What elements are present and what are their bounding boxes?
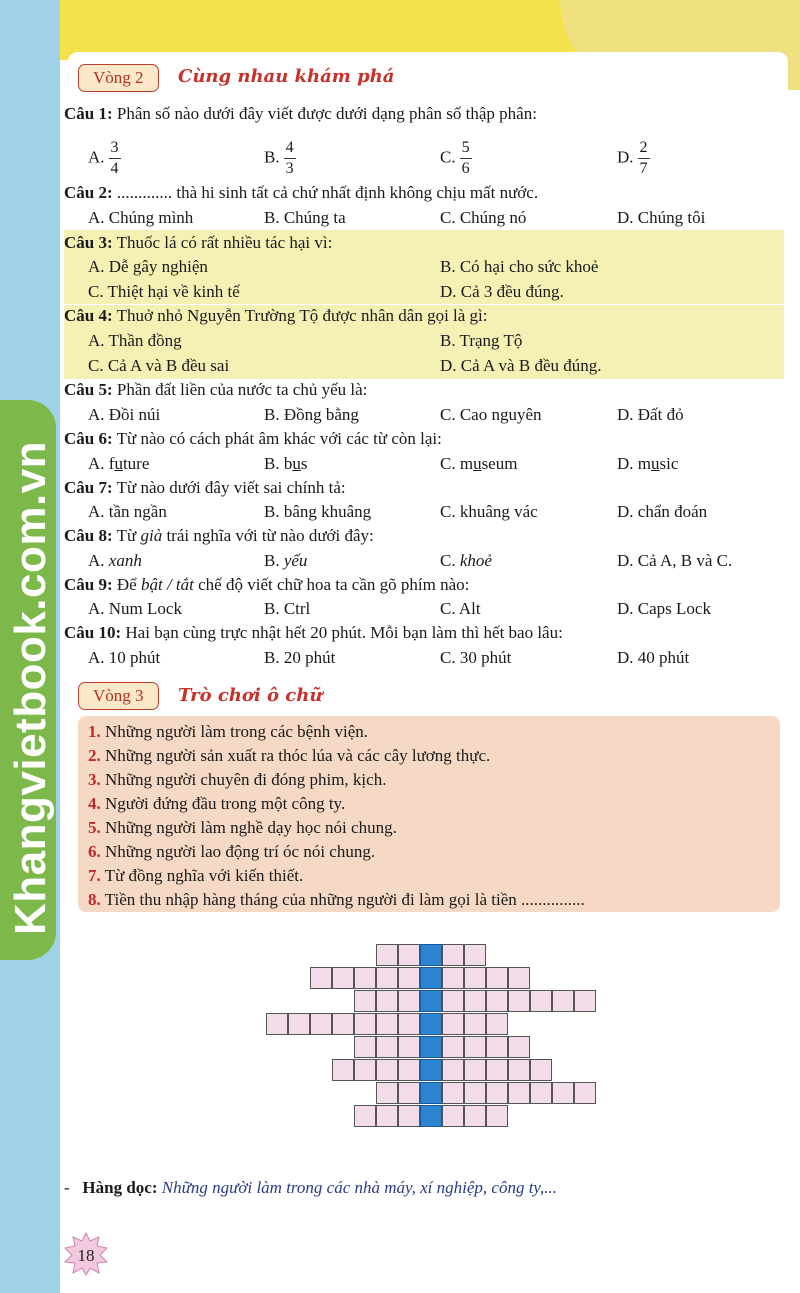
clue-7: 7. Từ đồng nghĩa với kiến thiết.	[88, 866, 304, 885]
clue-5: 5. Những người làm nghề dạy học nói chung.	[88, 818, 397, 837]
crossword-cell[interactable]	[464, 944, 486, 966]
clue-2: 2. Những người sản xuất ra thóc lúa và các cây lương thực.	[88, 746, 491, 765]
q3-option-c[interactable]: C. Thiệt hại về kinh tế	[88, 282, 240, 301]
question-1: Câu 1: Phân số nào dưới đây viết được dưới dạng phân số thập phân:	[64, 104, 537, 123]
crossword-cell[interactable]	[486, 1036, 508, 1058]
crossword-cell[interactable]	[442, 1036, 464, 1058]
q10-option-d[interactable]: D. 40 phút	[617, 648, 690, 667]
crossword-key-cell[interactable]	[420, 1013, 442, 1035]
question-5: Câu 5: Phần đất liền của nước ta chủ yếu là:	[64, 380, 368, 399]
crossword-cell[interactable]	[464, 967, 486, 989]
crossword-cell[interactable]	[508, 1036, 530, 1058]
crossword-cell[interactable]	[464, 1013, 486, 1035]
crossword-cell[interactable]	[574, 1082, 596, 1104]
crossword-cell[interactable]	[398, 944, 420, 966]
q8-option-b[interactable]: B. yếu	[264, 551, 308, 570]
crossword-cell[interactable]	[442, 944, 464, 966]
crossword-cell[interactable]	[508, 967, 530, 989]
crossword-cell[interactable]	[398, 1013, 420, 1035]
crossword-cell[interactable]	[486, 1082, 508, 1104]
q4-option-c[interactable]: C. Cả A và B đều sai	[88, 356, 230, 375]
q5-option-d[interactable]: D. Đất đỏ	[617, 405, 684, 424]
crossword-cell[interactable]	[464, 1082, 486, 1104]
question-8: Câu 8: Từ già trái nghĩa với từ nào dưới đây:	[64, 526, 374, 545]
crossword-cell[interactable]	[508, 990, 530, 1012]
crossword-cell[interactable]	[552, 1082, 574, 1104]
crossword-cell[interactable]	[442, 967, 464, 989]
crossword-cell[interactable]	[398, 990, 420, 1012]
crossword-cell[interactable]	[464, 1059, 486, 1081]
q1-option-c[interactable]: C. $\frac{5}{6}$	[440, 139, 470, 177]
crossword-cell[interactable]	[464, 1105, 486, 1127]
q5-option-b[interactable]: B. Đồng bằng	[264, 405, 359, 424]
round2-tag: Vòng 2	[78, 64, 159, 92]
crossword-cell[interactable]	[486, 1105, 508, 1127]
crossword-cell[interactable]	[376, 1059, 398, 1081]
crossword-cell[interactable]	[376, 990, 398, 1012]
crossword-cell[interactable]	[486, 967, 508, 989]
question-6: Câu 6: Từ nào có cách phát âm khác với các từ còn lại:	[64, 429, 442, 448]
crossword-cell[interactable]	[376, 1013, 398, 1035]
crossword-key-cell[interactable]	[420, 967, 442, 989]
crossword-cell[interactable]	[376, 944, 398, 966]
crossword-key-cell[interactable]	[420, 1036, 442, 1058]
question-7: Câu 7: Từ nào dưới đây viết sai chính tả:	[64, 478, 346, 497]
crossword-cell[interactable]	[486, 1013, 508, 1035]
q6-option-c[interactable]: C. museum	[440, 454, 518, 473]
crossword-cell[interactable]	[376, 1036, 398, 1058]
round3-title: Trò chơi ô chữ	[178, 685, 323, 706]
crossword-cell[interactable]	[376, 1105, 398, 1127]
crossword-key-cell[interactable]	[420, 990, 442, 1012]
q5-option-a[interactable]: A. Đồi núi	[88, 405, 161, 424]
crossword-cell[interactable]	[354, 1105, 376, 1127]
q4-option-b[interactable]: B. Trạng Tộ	[440, 331, 523, 350]
q2-option-c[interactable]: C. Chúng nó	[440, 208, 527, 227]
crossword-cell[interactable]	[266, 1013, 288, 1035]
q4-option-a[interactable]: A. Thần đồng	[88, 331, 182, 350]
crossword-cell[interactable]	[398, 1036, 420, 1058]
crossword-cell[interactable]	[332, 967, 354, 989]
crossword-cell[interactable]	[398, 1105, 420, 1127]
question-10: Câu 10: Hai bạn cùng trực nhật hết 20 phút. Mỗi bạn làm thì hết bao lâu:	[64, 623, 563, 642]
crossword-cell[interactable]	[442, 1059, 464, 1081]
q6-option-d[interactable]: D. music	[617, 454, 679, 473]
q2-option-a[interactable]: A. Chúng mình	[88, 208, 194, 227]
q6-option-b[interactable]: B. bus	[264, 454, 308, 473]
question-4: Câu 4: Thuở nhỏ Nguyễn Trường Tộ được nhân dân gọi là gì:	[64, 306, 488, 325]
crossword-cell[interactable]	[398, 1082, 420, 1104]
crossword-cell[interactable]	[530, 1082, 552, 1104]
crossword-cell[interactable]	[574, 990, 596, 1012]
brand-text: Khangvietbook.com.vn	[6, 440, 55, 935]
crossword-key-cell[interactable]	[420, 1105, 442, 1127]
clue-6: 6. Những người lao động trí óc nói chung.	[88, 842, 376, 861]
crossword-key-cell[interactable]	[420, 1059, 442, 1081]
crossword-cell[interactable]	[288, 1013, 310, 1035]
clue-3: 3. Những người chuyên đi đóng phim, kịch.	[88, 770, 387, 789]
q3-option-b[interactable]: B. Có hại cho sức khoẻ	[440, 257, 599, 276]
round2-title: Cùng nhau khám phá	[178, 66, 395, 87]
q9-option-b[interactable]: B. Ctrl	[264, 599, 311, 618]
clue-1: 1. Những người làm trong các bệnh viện.	[88, 722, 368, 741]
crossword-cell[interactable]	[310, 1013, 332, 1035]
q5-option-c[interactable]: C. Cao nguyên	[440, 405, 542, 424]
crossword-cell[interactable]	[332, 1059, 354, 1081]
q7-option-d[interactable]: D. chẩn đoán	[617, 502, 708, 521]
q8-option-a[interactable]: A. xanh	[88, 551, 142, 570]
q8-option-c[interactable]: C. khoẻ	[440, 551, 492, 570]
question-2: Câu 2: ............. thà hi sinh tất cả chứ nhất định không chịu mất nước.	[64, 183, 539, 202]
q9-option-d[interactable]: D. Caps Lock	[617, 599, 711, 618]
crossword-cell[interactable]	[508, 1082, 530, 1104]
q2-option-b[interactable]: B. Chúng ta	[264, 208, 346, 227]
clue-8: 8. Tiền thu nhập hàng tháng của những người đi làm gọi là tiền ...............	[88, 890, 585, 909]
question-3: Câu 3: Thuốc lá có rất nhiều tác hại vì:	[64, 233, 333, 252]
q8-option-d[interactable]: D. Cả A, B và C.	[617, 551, 733, 570]
crossword-cell[interactable]	[354, 967, 376, 989]
page-number-badge	[64, 1232, 108, 1276]
question-9: Câu 9: Để bật / tắt chế độ viết chữ hoa ta cần gõ phím nào:	[64, 575, 470, 594]
crossword-cell[interactable]	[332, 1013, 354, 1035]
crossword-cell[interactable]	[486, 1059, 508, 1081]
crossword-cell[interactable]	[508, 1059, 530, 1081]
crossword-key-cell[interactable]	[420, 1082, 442, 1104]
crossword-key-cell[interactable]	[420, 944, 442, 966]
q9-option-c[interactable]: C. Alt	[440, 599, 481, 618]
q1-option-a[interactable]: A. $\frac{3}{4}$	[88, 139, 119, 177]
q10-option-c[interactable]: C. 30 phút	[440, 648, 512, 667]
q2-option-d[interactable]: D. Chúng tôi	[617, 208, 706, 227]
crossword-cell[interactable]	[376, 1082, 398, 1104]
crossword-cell[interactable]	[310, 967, 332, 989]
clue-4: 4. Người đứng đầu trong một công ty.	[88, 794, 346, 813]
q7-option-c[interactable]: C. khuâng vác	[440, 502, 538, 521]
crossword-cell[interactable]	[354, 990, 376, 1012]
q3-option-d[interactable]: D. Cả 3 đều đúng.	[440, 282, 564, 301]
crossword-cell[interactable]	[530, 1059, 552, 1081]
crossword-cell[interactable]	[376, 967, 398, 989]
page-number: 18	[77, 1246, 95, 1265]
crossword-cell[interactable]	[442, 1105, 464, 1127]
crossword-cell[interactable]	[530, 990, 552, 1012]
q7-option-b[interactable]: B. bâng khuâng	[264, 502, 372, 521]
crossword-cell[interactable]	[354, 1013, 376, 1035]
vertical-clue: - Hàng dọc: Những người làm trong các nhà máy, xí nghiệp, công ty,...	[64, 1178, 558, 1197]
crossword-cell[interactable]	[442, 1013, 464, 1035]
crossword-cell[interactable]	[354, 1059, 376, 1081]
q1-option-b[interactable]: B. $\frac{4}{3}$	[264, 139, 294, 177]
crossword-cell[interactable]	[398, 967, 420, 989]
crossword-cell[interactable]	[464, 990, 486, 1012]
q6-option-a[interactable]: A. future	[88, 454, 150, 473]
q3-option-a[interactable]: A. Dễ gây nghiện	[88, 257, 208, 276]
q4-option-d[interactable]: D. Cả A và B đều đúng.	[440, 356, 602, 375]
q10-option-b[interactable]: B. 20 phút	[264, 648, 336, 667]
crossword-cell[interactable]	[464, 1036, 486, 1058]
crossword-cell[interactable]	[442, 1082, 464, 1104]
crossword-cell[interactable]	[486, 990, 508, 1012]
round3-tag: Vòng 3	[78, 682, 159, 710]
crossword-cell[interactable]	[354, 1036, 376, 1058]
crossword-cell[interactable]	[398, 1059, 420, 1081]
q7-option-a[interactable]: A. tần ngần	[88, 502, 167, 521]
crossword-cell[interactable]	[442, 990, 464, 1012]
q1-option-d[interactable]: D. $\frac{2}{7}$	[617, 139, 648, 177]
q9-option-a[interactable]: A. Num Lock	[88, 599, 182, 618]
q10-option-a[interactable]: A. 10 phút	[88, 648, 161, 667]
crossword-cell[interactable]	[552, 990, 574, 1012]
